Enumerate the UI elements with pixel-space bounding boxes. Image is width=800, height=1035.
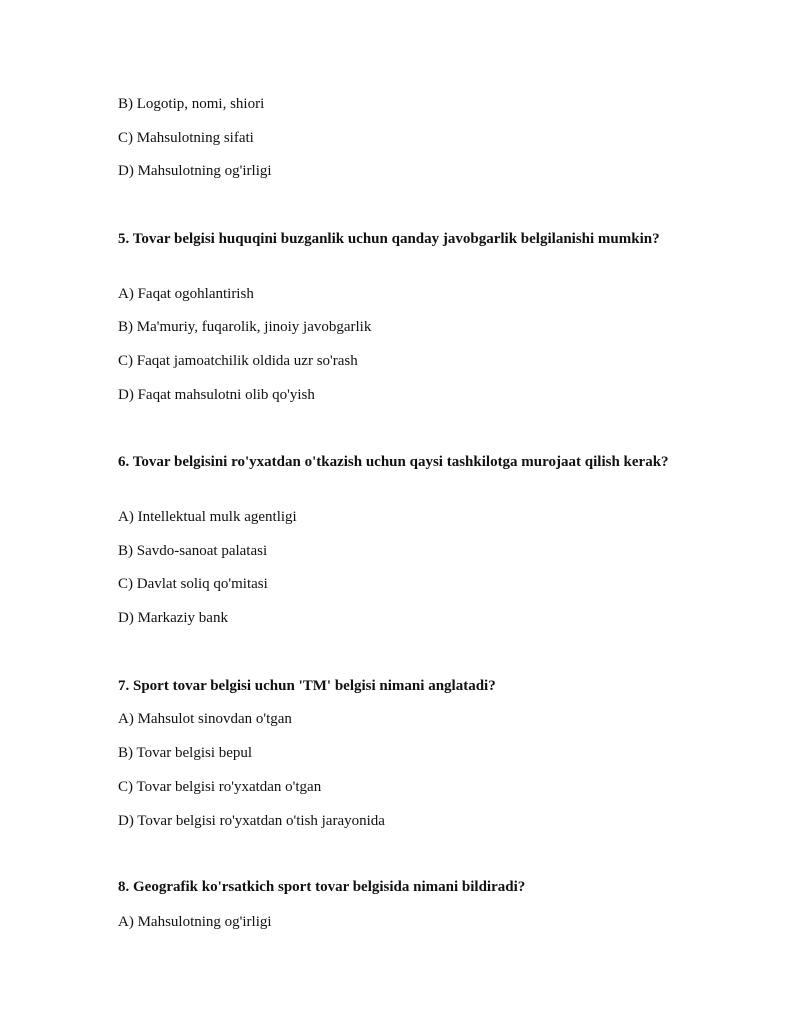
question-6-text: 6. Tovar belgisini ro'yxatdan o'tkazish uchun qaysi tashkilotga murojaat qilish kerak? — [118, 454, 669, 470]
option-d: D) Markaziy bank — [118, 610, 228, 626]
option-b: B) Savdo-sanoat palatasi — [118, 543, 268, 559]
option-b: B) Tovar belgisi bepul — [118, 745, 253, 761]
option-b: B) Ma'muriy, fuqarolik, jinoiy javobgarlik — [118, 319, 372, 335]
question-7-text: 7. Sport tovar belgisi uchun 'TM' belgisi nimani anglatadi? — [118, 678, 496, 694]
option-a: A) Mahsulot sinovdan o'tgan — [118, 711, 292, 727]
question-8-text: 8. Geografik ko'rsatkich sport tovar belgisida nimani bildiradi? — [118, 879, 526, 895]
option-c: C) Davlat soliq qo'mitasi — [118, 576, 268, 592]
option-b: B) Logotip, nomi, shiori — [118, 96, 265, 112]
question-5-text: 5. Tovar belgisi huquqini buzganlik uchun qanday javobgarlik belgilanishi mumkin? — [118, 231, 660, 247]
option-d: D) Tovar belgisi ro'yxatdan o'tish jarayonida — [118, 813, 385, 829]
option-a: A) Mahsulotning og'irligi — [118, 914, 272, 930]
option-d: D) Mahsulotning og'irligi — [118, 163, 272, 179]
option-d: D) Faqat mahsulotni olib qo'yish — [118, 387, 315, 403]
option-a: A) Faqat ogohlantirish — [118, 286, 254, 302]
option-a: A) Intellektual mulk agentligi — [118, 509, 297, 525]
option-c: C) Mahsulotning sifati — [118, 130, 254, 146]
option-c: C) Faqat jamoatchilik oldida uzr so'rash — [118, 353, 358, 369]
option-c: C) Tovar belgisi ro'yxatdan o'tgan — [118, 779, 322, 795]
